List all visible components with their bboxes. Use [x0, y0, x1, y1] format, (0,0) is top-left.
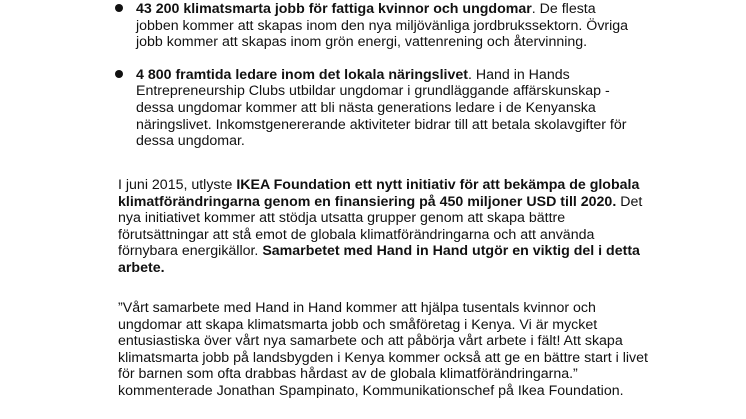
paragraph-bold-text: Samarbetet med Hand in Hand utgör en viktig del i detta: [262, 243, 640, 260]
paragraph-quote: [118, 300, 658, 400]
quote-line: kommenterade Jonathan Spampinato, Kommunikationschef på Ikea Foundation.: [118, 382, 624, 399]
paragraph-bold-text: IKEA Foundation ett nytt initiativ för att bekämpa de globala: [236, 177, 640, 193]
bullet-text: Entrepreneurship Clubs utbildar ungdomar i grundläggande affärskunskap -: [136, 83, 610, 100]
bullet-text: jobb kommer att skapas inom grön energi, vattenrening och återvinning.: [136, 34, 588, 51]
bullet-text: jobben kommer att skapas inom den nya miljövänliga jordbrukssektorn. Övriga: [136, 17, 629, 34]
bullet-text: dessa ungdomar kommer att bli nästa generations ledare i de Kenyanska: [136, 99, 596, 116]
paragraph-bold-text: klimatförändringarna genom en finansiering på 450 miljoner USD till 2020.: [118, 193, 617, 210]
bullet-list: [0, 0, 746, 150]
paragraph-ikea-initiative: [118, 177, 658, 277]
bullet-text: . Hand in Hands: [467, 66, 570, 83]
bullet-item-future-leaders: [0, 67, 656, 150]
quote-line: ungdomar att skapa klimatsmarta jobb och småföretag i Kenya. Vi är mycket: [118, 316, 598, 333]
quote-line: för barnen som ofta drabbas hårdast av de globala klimatförändringarna.”: [118, 366, 578, 383]
bullet-text: dessa ungdomar.: [136, 133, 245, 150]
quote-line: klimatsmarta jobb på landsbygden i Kenya kommer också att ge en bättre start i livet: [118, 349, 648, 366]
bullet-item-climate-jobs: [0, 1, 656, 51]
quote-line: ”Vårt samarbete med Hand in Hand kommer att hjälpa tusentals kvinnor och: [118, 300, 596, 316]
paragraph-text: förnybara energikällor.: [118, 243, 263, 260]
bullet-text: . De flesta: [531, 1, 596, 17]
paragraph-text: I juni 2015, utlyste: [118, 177, 237, 193]
bullet-lead: 43 200 klimatsmarta jobb för fattiga kvinnor och ungdomar: [136, 1, 532, 17]
quote-line: entusiastiska över vårt nya samarbete och att påbörja vårt arbete i fält! Att skapa: [118, 333, 623, 350]
paragraph-text: nya initiativet kommer att stödja utsatta grupper genom att skapa bättre: [118, 210, 566, 227]
bullet-dot-icon: [115, 4, 123, 12]
bullet-lead: 4 800 framtida ledare inom det lokala näringslivet: [136, 66, 468, 83]
bullet-text: näringslivet. Inkomstgenererande aktiviteter bidrar till att betala skolavgifter för: [136, 116, 627, 133]
paragraph-bold-text: arbete.: [118, 259, 165, 276]
bullet-dot-icon: [115, 70, 123, 78]
paragraph-text: Det: [616, 193, 643, 210]
paragraph-text: förutsättningar att stå emot de globala klimatförändringarna och att använda: [118, 226, 595, 243]
